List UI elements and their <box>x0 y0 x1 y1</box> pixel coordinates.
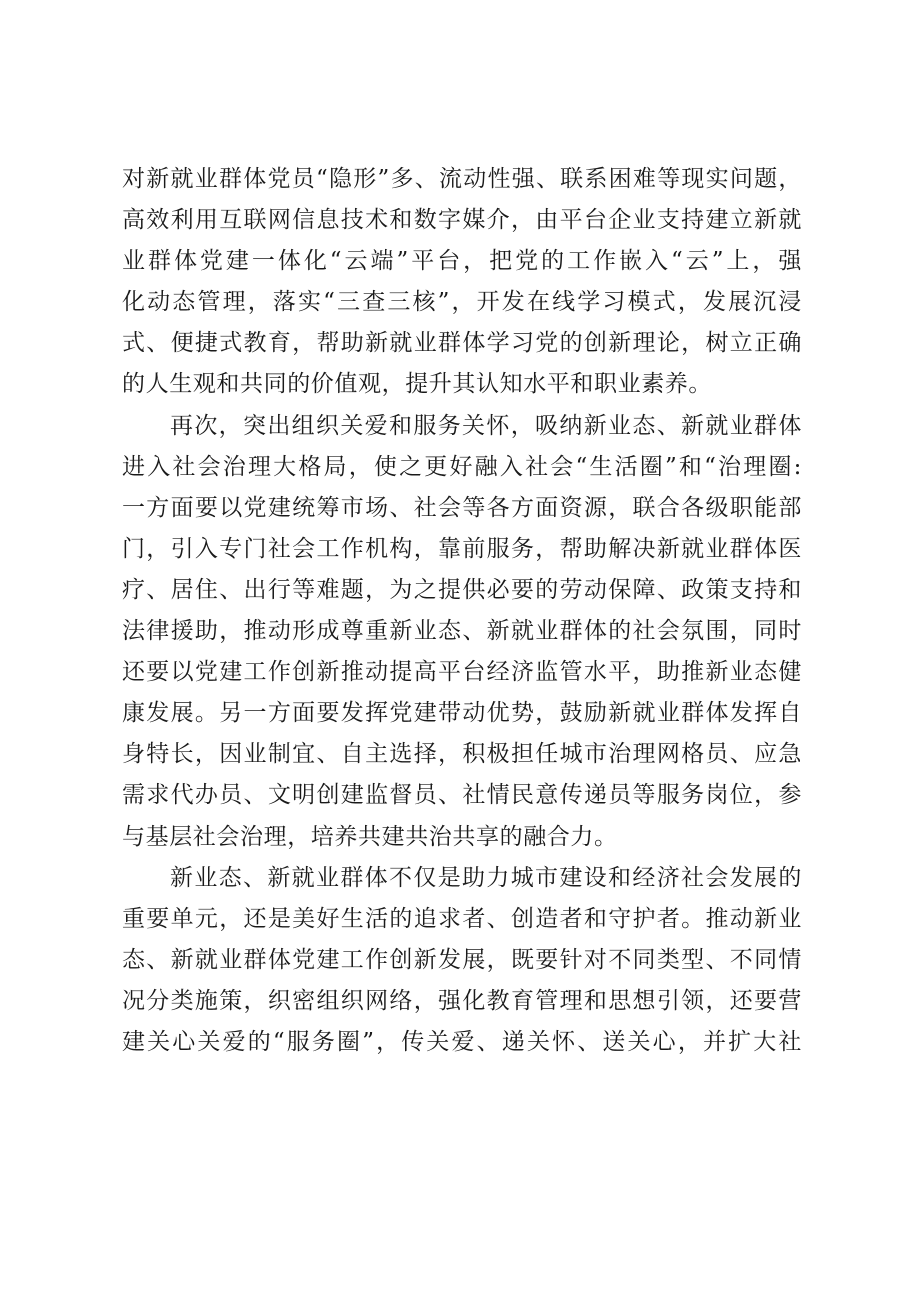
paragraph-line: 再次，突出组织关爱和服务关怀，吸纳新业态、新就业群体 <box>170 412 802 439</box>
paragraph-1 <box>122 159 802 406</box>
paragraph-line: 新业态、新就业群体不仅是助力城市建设和经济社会发展的 <box>170 864 802 891</box>
paragraph-3 <box>122 858 802 1063</box>
paragraph-line: 还要以党建工作创新推动提高平台经济监管水平，助推新业态健 <box>122 659 802 686</box>
paragraph-line: 业群体党建一体化“云端”平台，把党的工作嵌入“云”上，强 <box>122 248 802 275</box>
paragraph-line: 况分类施策，织密组织网络，强化教育管理和思想引领，还要营 <box>122 987 802 1014</box>
paragraph-line: 对新就业群体党员“隐形”多、流动性强、联系困难等现实问题， <box>122 166 802 192</box>
paragraph-line: 法律援助，推动形成尊重新业态、新就业群体的社会氛围，同时 <box>122 618 802 645</box>
paragraph-line: 身特长，因业制宜、自主选择，积极担任城市治理网格员、应急 <box>122 741 802 768</box>
paragraph-line: 一方面要以党建统筹市场、社会等各方面资源，联合各级职能部 <box>122 494 802 521</box>
paragraph-line: 疗、居住、出行等难题，为之提供必要的劳动保障、政策支持和 <box>122 576 802 603</box>
paragraph-line: 进入社会治理大格局，使之更好融入社会“生活圈”和“治理圈: <box>122 453 802 480</box>
paragraph-line: 建关心关爱的“服务圈”，传关爱、递关怀、送关心，并扩大社 <box>122 1028 802 1055</box>
paragraph-line: 态、新就业群体党建工作创新发展，既要针对不同类型、不同情 <box>122 946 802 973</box>
paragraph-line: 需求代办员、文明创建监督员、社情民意传递员等服务岗位，参 <box>122 782 802 809</box>
paragraph-line: 重要单元，还是美好生活的追求者、创造者和守护者。推动新业 <box>122 905 802 932</box>
document-body <box>122 159 802 1063</box>
paragraph-line: 高效利用互联网信息技术和数字媒介，由平台企业支持建立新就 <box>122 207 802 234</box>
paragraph-line: 式、便捷式教育，帮助新就业群体学习党的创新理论，树立正确 <box>122 330 802 357</box>
paragraph-line: 门，引入专门社会工作机构，靠前服务，帮助解决新就业群体医 <box>122 535 802 562</box>
paragraph-line: 的人生观和共同的价值观，提升其认知水平和职业素养。 <box>122 371 712 398</box>
paragraph-line: 化动态管理，落实“三查三核”，开发在线学习模式，发展沉浸 <box>122 289 802 316</box>
paragraph-line: 与基层社会治理，培养共建共治共享的融合力。 <box>122 823 618 850</box>
paragraph-2 <box>122 406 802 858</box>
paragraph-line: 康发展。另一方面要发挥党建带动优势，鼓励新就业群体发挥自 <box>122 700 802 727</box>
